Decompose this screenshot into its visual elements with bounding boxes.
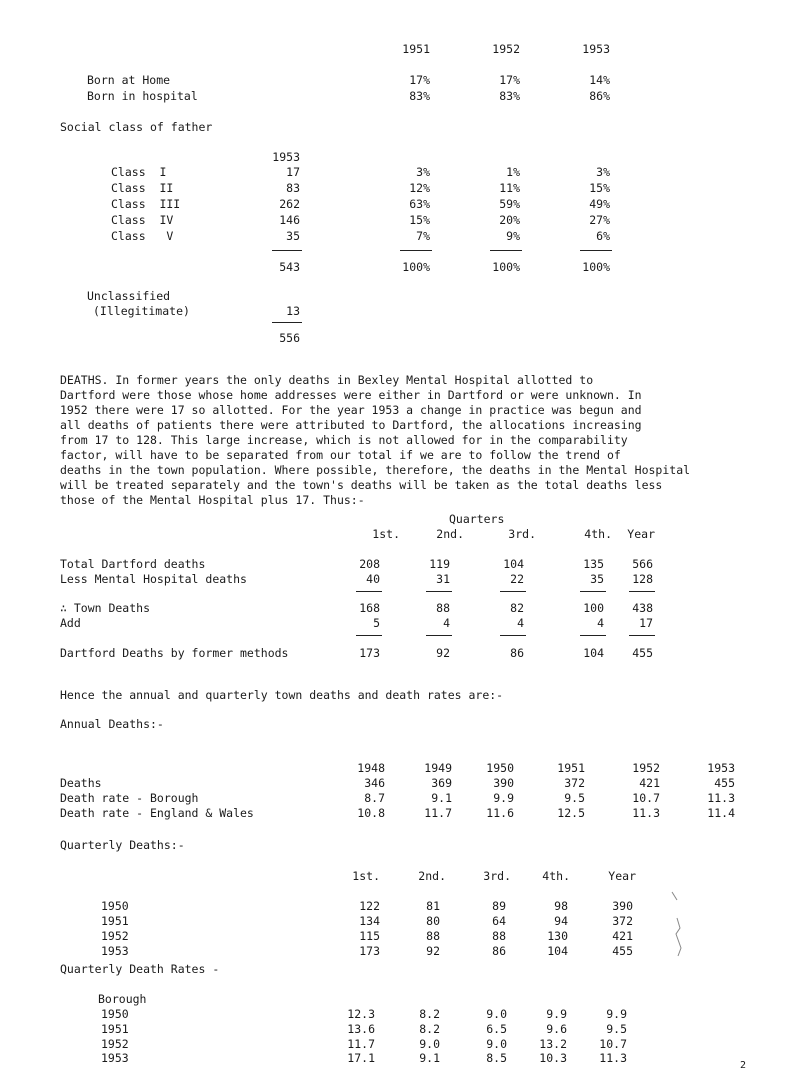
cell: 100 [583, 601, 604, 615]
cell: 63% [409, 197, 430, 211]
sum-rule [426, 591, 452, 592]
cell: 40 [366, 572, 380, 586]
total-cell: 543 [279, 260, 300, 274]
cell: 6% [596, 229, 610, 243]
cell: 9.0 [486, 1037, 507, 1051]
year-header: 1951 [557, 761, 585, 775]
cell: 421 [612, 929, 633, 943]
row-label: Born at Home [87, 73, 171, 87]
cell: 262 [279, 197, 300, 211]
cell: 8.2 [419, 1007, 440, 1021]
cell: 11.7 [347, 1037, 375, 1051]
year-header: 1949 [424, 761, 452, 775]
cell: 17% [409, 73, 430, 87]
cell: 9.1 [431, 791, 452, 805]
cell: 59% [499, 197, 520, 211]
row-label: Class V [111, 229, 174, 243]
row-label: Unclassified [87, 289, 171, 303]
cell: 8.2 [419, 1022, 440, 1036]
cell: 9.5 [564, 791, 585, 805]
cell: 9.9 [606, 1007, 627, 1021]
cell: 83 [286, 181, 300, 195]
cell: 86 [510, 646, 524, 660]
cell: 3% [596, 165, 610, 179]
row-label: Class III [111, 197, 181, 211]
cell: 346 [364, 776, 385, 790]
cell: 86% [589, 89, 610, 103]
cell: 168 [359, 601, 380, 615]
column-header: 3rd. [483, 869, 511, 883]
cell: 88 [426, 929, 440, 943]
cell: 208 [359, 557, 380, 571]
row-label: Total Dartford deaths [60, 557, 206, 571]
cell: 455 [714, 776, 735, 790]
section-label: Social class of father [60, 120, 213, 134]
total-rule [580, 250, 612, 251]
cell: 372 [564, 776, 585, 790]
year-header: 1950 [486, 761, 514, 775]
cell: 11.6 [486, 806, 514, 820]
column-header: 3rd. [508, 527, 536, 541]
cell: 12.3 [347, 1007, 375, 1021]
cell: 9.5 [606, 1022, 627, 1036]
total-rule [272, 250, 302, 251]
cell: 1% [506, 165, 520, 179]
cell: 9.9 [493, 791, 514, 805]
cell: 17 [286, 165, 300, 179]
cell: 566 [632, 557, 653, 571]
cell: 4 [597, 616, 604, 630]
sum-rule [500, 635, 526, 636]
column-header: 1st. [372, 527, 400, 541]
cell: 27% [589, 213, 610, 227]
cell: 88 [492, 929, 506, 943]
column-header: 2nd. [436, 527, 464, 541]
row-label: 1953 [101, 944, 129, 958]
cell: 390 [493, 776, 514, 790]
cell: 438 [632, 601, 653, 615]
row-label: Class IV [111, 213, 174, 227]
cell: 31 [436, 572, 450, 586]
cell: 455 [632, 646, 653, 660]
paragraph-line: all deaths of patients there were attributed to Dartford, the allocations increasing [60, 418, 642, 432]
cell: 15% [409, 213, 430, 227]
paragraph-line: Dartford were those whose home addresses were either in Dartford or were unknown. In [60, 388, 642, 402]
cell: 20% [499, 213, 520, 227]
cell: 122 [359, 899, 380, 913]
cell: 17.1 [347, 1051, 375, 1065]
cell: 12% [409, 181, 430, 195]
section-label: Quarterly Death Rates - [60, 962, 220, 976]
row-label: Death rate - Borough [60, 791, 199, 805]
cell: 14% [589, 73, 610, 87]
cell: 94 [554, 914, 568, 928]
cell: 92 [436, 646, 450, 660]
cell: 8.5 [486, 1051, 507, 1065]
total-rule [490, 250, 522, 251]
cell: 86 [492, 944, 506, 958]
total-rule [400, 250, 432, 251]
paragraph-line: deaths in the town population. Where possible, therefore, the deaths in the Mental Hospital [60, 463, 691, 477]
cell: 11.3 [707, 791, 735, 805]
row-label: 1950 [101, 899, 129, 913]
cell: 4 [443, 616, 450, 630]
intro-text: Hence the annual and quarterly town deaths and death rates are:- [60, 688, 504, 702]
cell: 173 [359, 646, 380, 660]
cell: 13.6 [347, 1022, 375, 1036]
cell: 146 [279, 213, 300, 227]
cell: 372 [612, 914, 633, 928]
cell: 35 [590, 572, 604, 586]
cell: 10.3 [539, 1051, 567, 1065]
paragraph-line: those of the Mental Hospital plus 17. Thus:- [60, 493, 365, 507]
cell: 13 [286, 304, 300, 318]
row-label: 1950 [101, 1007, 129, 1021]
margin-mark [668, 890, 684, 960]
row-label: Class I [111, 165, 167, 179]
cell: 104 [583, 646, 604, 660]
row-label: 1952 [101, 1037, 129, 1051]
cell: 128 [632, 572, 653, 586]
row-label: Class II [111, 181, 174, 195]
row-label: Add [60, 616, 81, 630]
year-header: 1953 [582, 42, 610, 56]
group-header: Quarters [449, 512, 505, 526]
cell: 17% [499, 73, 520, 87]
year-header: 1952 [632, 761, 660, 775]
count-year-header: 1953 [272, 150, 300, 164]
column-header: Year [608, 869, 636, 883]
cell: 9.9 [546, 1007, 567, 1021]
cell: 83% [409, 89, 430, 103]
paragraph-line: will be treated separately and the town's deaths will be taken as the total deaths less [60, 478, 663, 492]
row-label: Dartford Deaths by former methods [60, 646, 289, 660]
cell: 80 [426, 914, 440, 928]
cell: 115 [359, 929, 380, 943]
cell: 98 [554, 899, 568, 913]
cell: 134 [359, 914, 380, 928]
paragraph-line: 1952 there were 17 so allotted. For the year 1953 a change in practice was begun and [60, 403, 642, 417]
cell: 7% [416, 229, 430, 243]
page-number: 2 [740, 1060, 747, 1071]
total-cell: 100% [582, 260, 610, 274]
paragraph-line: from 17 to 128. This large increase, which is not allowed for in the comparability [60, 433, 628, 447]
cell: 12.5 [557, 806, 585, 820]
year-header: 1953 [707, 761, 735, 775]
cell: 119 [429, 557, 450, 571]
section-label: Quarterly Deaths:- [60, 838, 185, 852]
grand-total: 556 [279, 331, 300, 345]
cell: 13.2 [539, 1037, 567, 1051]
sum-rule [580, 635, 606, 636]
cell: 390 [612, 899, 633, 913]
cell: 104 [503, 557, 524, 571]
sub-label: Borough [98, 992, 147, 1006]
row-label: Death rate - England & Wales [60, 806, 254, 820]
total-rule [272, 322, 302, 323]
cell: 6.5 [486, 1022, 507, 1036]
cell: 369 [431, 776, 452, 790]
row-label: 1951 [101, 914, 129, 928]
sum-rule [500, 591, 526, 592]
cell: 5 [373, 616, 380, 630]
cell: 455 [612, 944, 633, 958]
column-header: 1st. [352, 869, 380, 883]
row-label: 1953 [101, 1051, 129, 1065]
cell: 88 [436, 601, 450, 615]
year-header: 1951 [402, 42, 430, 56]
cell: 81 [426, 899, 440, 913]
cell: 92 [426, 944, 440, 958]
cell: 10.8 [357, 806, 385, 820]
cell: 11% [499, 181, 520, 195]
cell: 11.4 [707, 806, 735, 820]
cell: 82 [510, 601, 524, 615]
row-label: 1951 [101, 1022, 129, 1036]
column-header: 4th. [584, 527, 612, 541]
row-label: 1952 [101, 929, 129, 943]
sum-rule [426, 635, 452, 636]
column-header: 4th. [542, 869, 570, 883]
paragraph-line: DEATHS. In former years the only deaths in Bexley Mental Hospital allotted to [60, 373, 594, 387]
cell: 9.6 [546, 1022, 567, 1036]
total-cell: 100% [492, 260, 520, 274]
paragraph-line: factor, will have to be separated from our total if we are to follow the trend of [60, 448, 621, 462]
total-cell: 100% [402, 260, 430, 274]
row-label: Less Mental Hospital deaths [60, 572, 247, 586]
row-label: Deaths [60, 776, 102, 790]
section-label: Annual Deaths:- [60, 717, 164, 731]
sum-rule [629, 635, 655, 636]
column-header: 2nd. [418, 869, 446, 883]
cell: 11.7 [424, 806, 452, 820]
cell: 35 [286, 229, 300, 243]
sum-rule [629, 591, 655, 592]
sum-rule [580, 591, 606, 592]
sum-rule [356, 635, 382, 636]
cell: 10.7 [599, 1037, 627, 1051]
cell: 17 [639, 616, 653, 630]
cell: 10.7 [632, 791, 660, 805]
cell: 11.3 [632, 806, 660, 820]
cell: 8.7 [364, 791, 385, 805]
cell: 9.1 [419, 1051, 440, 1065]
row-label: Born in hospital [87, 89, 198, 103]
year-header: 1952 [492, 42, 520, 56]
cell: 135 [583, 557, 604, 571]
row-label: (Illegitimate) [93, 304, 190, 318]
cell: 9.0 [486, 1007, 507, 1021]
row-label: ∴ Town Deaths [60, 601, 151, 615]
year-header: 1948 [357, 761, 385, 775]
deaths-paragraph [60, 373, 780, 508]
cell: 15% [589, 181, 610, 195]
cell: 64 [492, 914, 506, 928]
cell: 83% [499, 89, 520, 103]
cell: 9.0 [419, 1037, 440, 1051]
column-header: Year [627, 527, 655, 541]
cell: 3% [416, 165, 430, 179]
cell: 104 [547, 944, 568, 958]
cell: 49% [589, 197, 610, 211]
cell: 11.3 [599, 1051, 627, 1065]
cell: 22 [510, 572, 524, 586]
sum-rule [356, 591, 382, 592]
cell: 130 [547, 929, 568, 943]
cell: 89 [492, 899, 506, 913]
cell: 421 [639, 776, 660, 790]
cell: 173 [359, 944, 380, 958]
cell: 9% [506, 229, 520, 243]
cell: 4 [517, 616, 524, 630]
